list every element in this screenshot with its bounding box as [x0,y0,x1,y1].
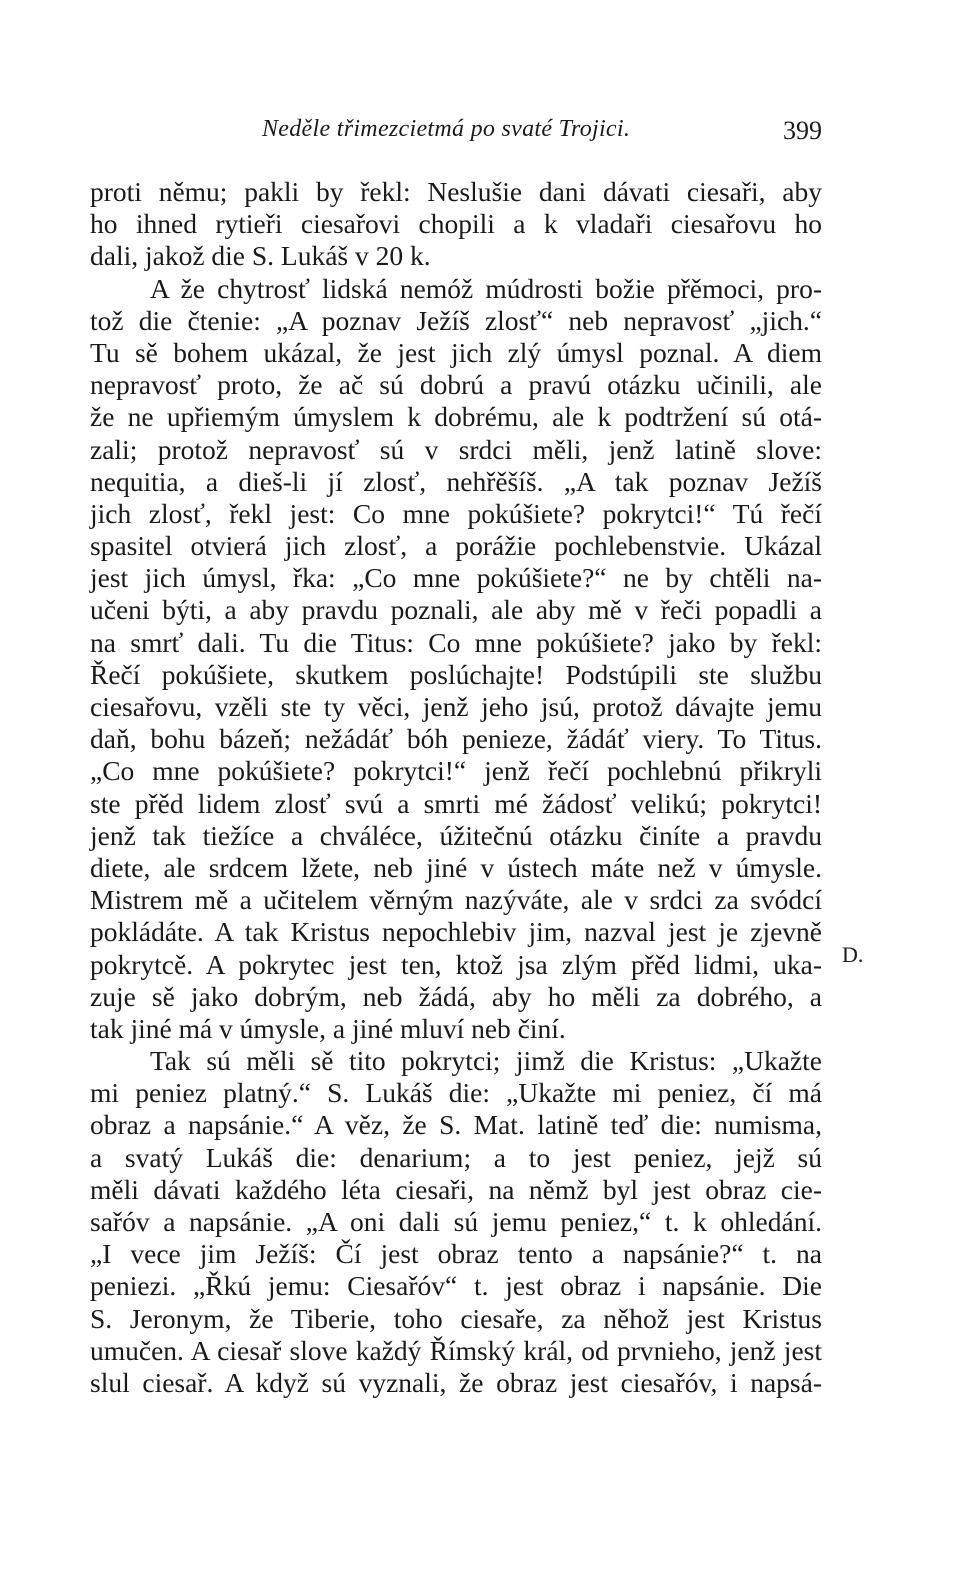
text-line: ciesařovu, vzěli ste ty věci, jenž jeho jsú, protož dávajte jemu [90,691,822,722]
text-line: nepravosť proto, že ač sú dobrú a pravú otázku učinili, ale [90,369,822,401]
text-line: „Co mne pokúšiete? pokrytci!“ jenž řečí pochlebnú přikryli [90,755,822,787]
margin-note: D. [842,942,864,967]
text-line: sařóv a napsánie. „A oni dali sú jemu peniez,“ t. k ohledání. [90,1206,822,1237]
running-title: Neděle třimezcietmá po svaté Trojici. [262,116,631,142]
text-line: diete, ale srdcem lžete, neb jiné v ústech máte než v úmysle. [90,851,822,883]
text-line: učeni býti, a aby pravdu poznali, ale aby mě v řeči popadli a [90,594,822,626]
text-line: obraz a napsánie.“ A věz, že S. Mat. latině teď die: numisma, [90,1109,822,1141]
text-line: umučen. A ciesař slove každý Římský král, od prvnieho, jenž jest [90,1334,822,1366]
body-text [90,176,822,1399]
text-line: A že chytrosť lidská nemóž múdrosti božie přěmoci, pro- [150,272,822,304]
text-line: tak jiné má v úmysle, a jiné mluví neb činí. [90,1012,566,1044]
page-number: 399 [783,116,822,145]
text-line: mi peniez platný.“ S. Lukáš die: „Ukažte mi peniez, čí má [90,1077,822,1109]
text-line: „I vece jim Ježíš: Čí jest obraz tento a napsánie?“ t. na [90,1238,822,1270]
text-line: pokládáte. A tak Kristus nepochlebiv jim, nazval jest je zjevně [90,916,822,948]
text-line: tož die čtenie: „A poznav Ježíš zlosť“ neb nepravosť „jich.“ [90,304,822,336]
text-line: ste přěd lidem zlosť svú a smrti mé žádosť velikú; pokrytci! [90,787,822,819]
text-line: zuje sě jako dobrým, neb žádá, aby ho měli za dobrého, a [90,980,822,1012]
text-line: na smrť dali. Tu die Titus: Co mne pokúšiete? jako by řekl: [90,626,822,658]
text-line: jich zlosť, řekl jest: Co mne pokúšiete? pokrytci!“ Tú řečí [90,497,822,529]
text-line: proti němu; pakli by řekl: Neslušie dani dávati ciesaři, aby [90,176,822,207]
text-line: peniezi. „Řkú jemu: Ciesařóv“ t. jest obraz i napsánie. Die [90,1270,822,1302]
text-line: Mistrem mě a učitelem věrným nazýváte, ale v srdci za svódcí [90,884,822,916]
text-line: daň, bohu bázeň; nežádáť bóh penieze, žádáť viery. To Titus. [90,723,822,755]
text-line: jenž tak tiežíce a chváléce, úžitečnú otázku činíte a pravdu [90,819,822,851]
text-line: S. Jeronym, že Tiberie, toho ciesaře, za něhož jest Kristus [90,1302,822,1334]
text-line: dali, jakož die S. Lukáš v 20 k. [90,240,431,272]
text-line: a svatý Lukáš die: denarium; a to jest peniez, jejž sú [90,1141,822,1173]
text-line: jest jich úmysl, řka: „Co mne pokúšiete?“ ne by chtěli na- [90,562,822,594]
text-line: měli dávati každého léta ciesaři, na němž byl jest obraz cie- [90,1173,822,1205]
page-header [262,116,822,150]
text-line: slul ciesař. A když sú vyznali, že obraz jest ciesařóv, i napsá- [90,1366,822,1398]
text-line: pokrytcě. A pokrytec jest ten, ktož jsa zlým přěd lidmi, uka- [90,948,822,980]
text-line: ho ihned rytieři ciesařovi chopili a k vladaři ciesařovu ho [90,208,822,240]
text-line: spasitel otvierá jich zlosť, a porážie pochlebenstvie. Ukázal [90,530,822,562]
text-line: Tu sě bohem ukázal, že jest jich zlý úmysl poznal. A diem [90,336,822,368]
text-line: Tak sú měli sě tito pokrytci; jimž die Kristus: „Ukažte [150,1045,822,1077]
text-line: že ne upřiemým úmyslem k dobrému, ale k podtržení sú otá- [90,401,822,433]
text-line: zali; protož nepravosť sú v srdci měli, jenž latině slove: [90,433,822,465]
text-line: Řečí pokúšiete, skutkem poslúchajte! Podstúpili ste službu [90,658,822,690]
text-line: nequitia, a dieš-li jí zlosť, nehřěšíš. „A tak poznav Ježíš [90,465,822,497]
